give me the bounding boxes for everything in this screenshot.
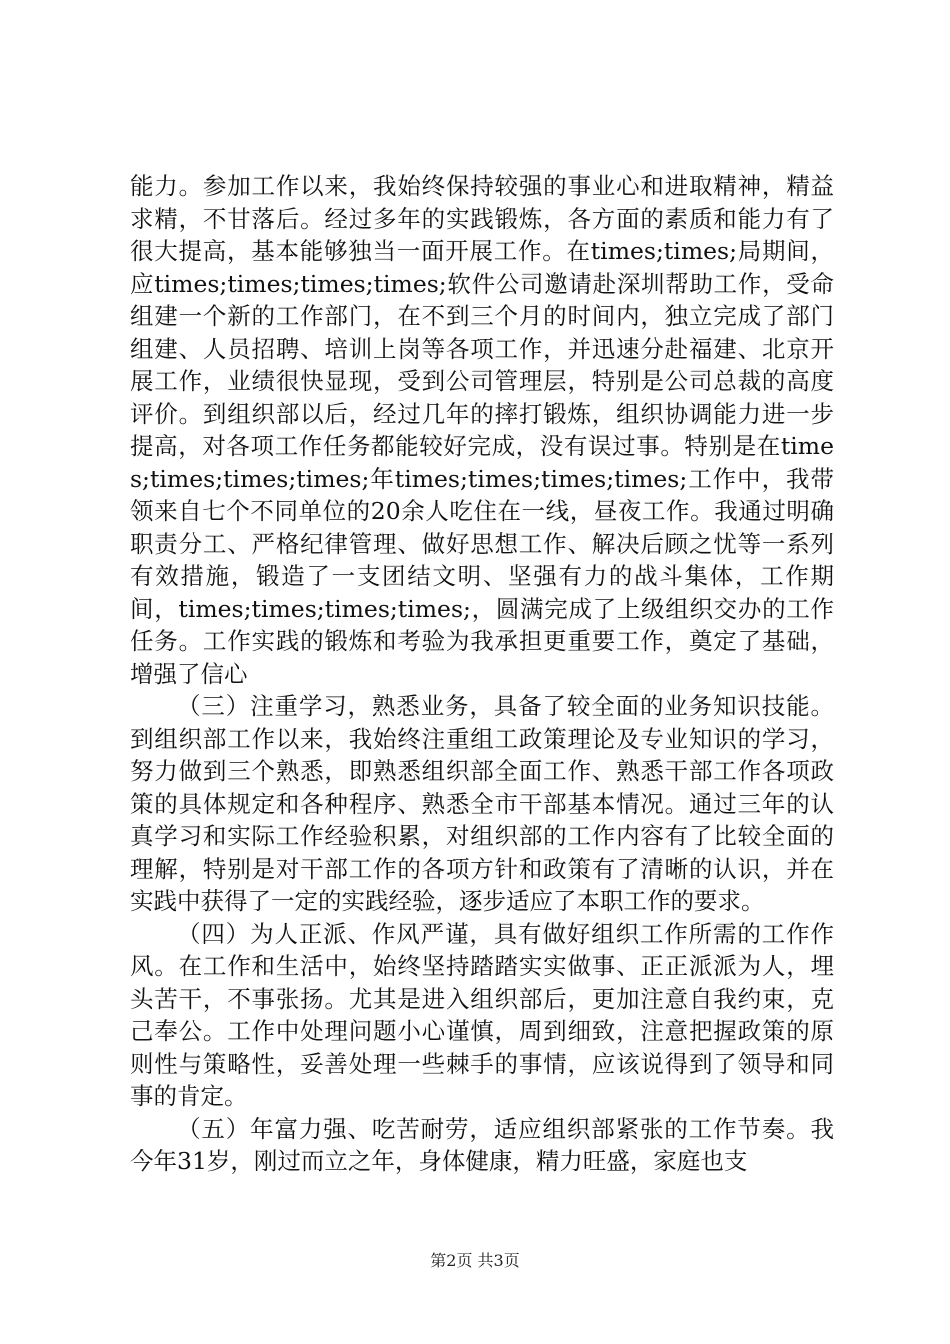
paragraph-4: （五）年富力强、吃苦耐劳，适应组织部紧张的工作节奏。我今年31岁，刚过而立之年，身体健康，精力旺盛，家庭也支 (130, 1114, 834, 1175)
document-body (130, 170, 834, 1178)
paragraph-2: （三）注重学习，熟悉业务，具备了较全面的业务知识技能。到组织部工作以来，我始终注重组工政策理论及专业知识的学习，努力做到三个熟悉，即熟悉组织部全面工作、熟悉干部工作各项政策的具体规定和各种程序、熟悉全市干部基本情况。通过三年的认真学习和实际工作经验积累，对组织部的工作内容有了比较全面的理解，特别是对干部工作的各项方针和政策有了清晰的认识，并在实践中获得了一定的实践经验，逐步适应了本职工作的要求。 (130, 692, 834, 915)
paragraph-3: （四）为人正派、作风严谨，具有做好组织工作所需的工作作风。在工作和生活中，始终坚持踏踏实实做事、正正派派为人，埋头苦干，不事张扬。尤其是进入组织部后，更加注意自我约束，克己奉公。工作中处理问题小心谨慎，周到细致，注意把握政策的原则性与策略性，妥善处理一些棘手的事情，应该说得到了领导和同事的肯定。 (130, 919, 834, 1110)
page-number-footer: 第2页 共3页 (430, 1251, 520, 1270)
paragraph-1: 能力。参加工作以来，我始终保持较强的事业心和进取精神，精益求精，不甘落后。经过多年的实践锻炼，各方面的素质和能力有了很大提高，基本能够独当一面开展工作。在times;times;局期间，应times;times;times;times;软件公司邀请赴深圳帮助工作，受命组建一个新的工作部门，在不到三个月的时间内，独立完成了部门组建、人员招聘、培训上岗等各项工作，并迅速分赴福建、北京开展工作，业绩很快显现，受到公司管理层，特别是公司总裁的高度评价。到组织部以后，经过几年的摔打锻炼，组织协调能力进一步提高，对各项工作任务都能较好完成，没有误过事。特别是在times;times;times;times;年times;times;times;times;工作中，我带领来自七个不同单位的20余人吃住在一线，昼夜工作。我通过明确职责分工、严格纪律管理、做好思想工作、解决后顾之忧等一系列有效措施，锻造了一支团结文明、坚强有力的战斗集体，工作期间，times;times;times;times;，圆满完成了上级组织交办的工作任务。工作实践的锻炼和考验为我承担更重要工作，奠定了基础，增强了信心 (130, 172, 834, 688)
